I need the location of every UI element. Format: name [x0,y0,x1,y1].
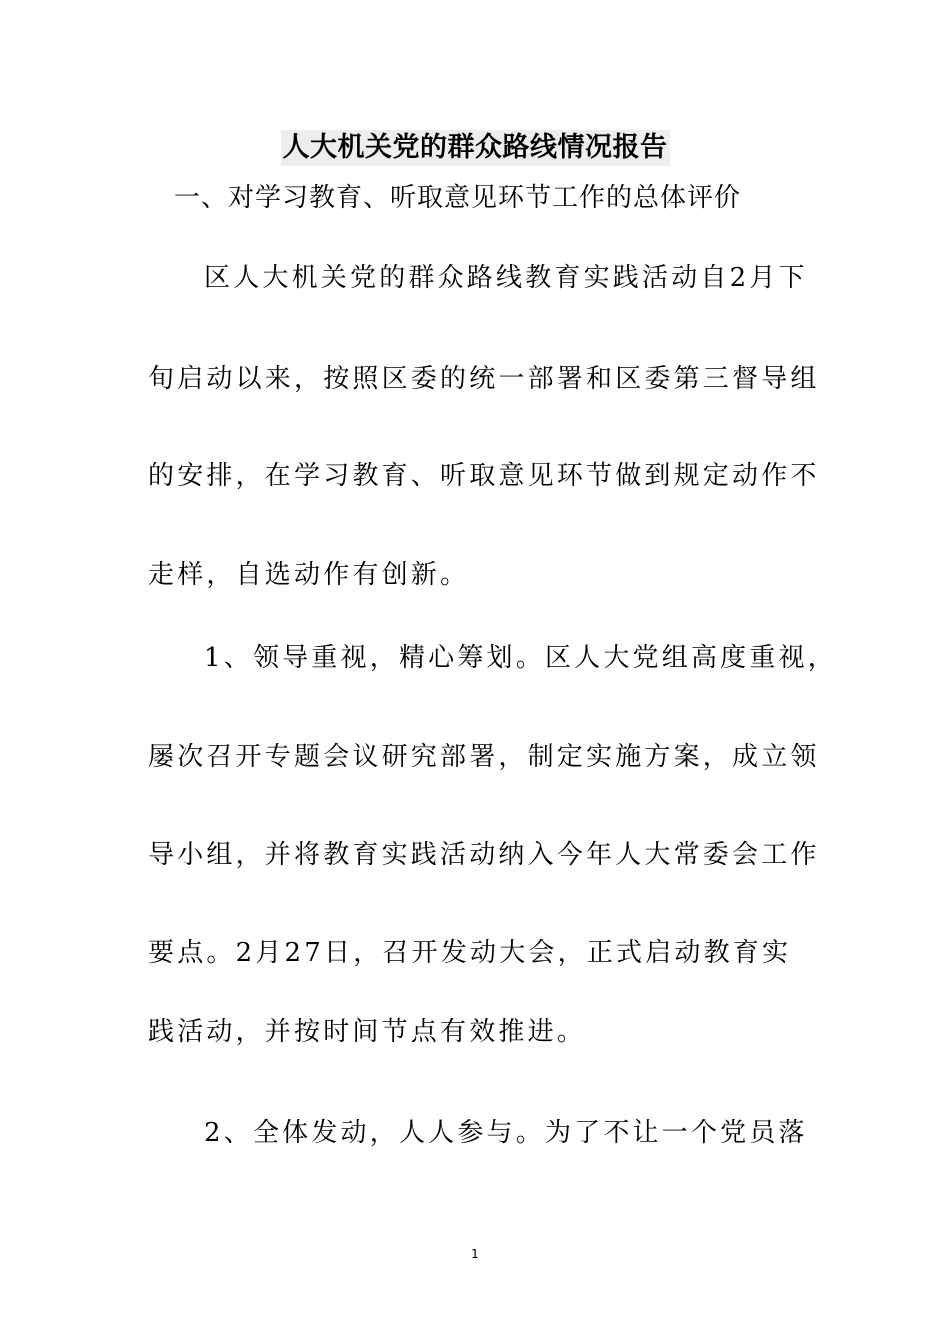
document-title: 人大机关党的群众路线情况报告 [281,130,670,166]
paragraph-line: 区人大机关党的群众路线教育实践活动自2月下 [204,263,808,293]
paragraph-line: 走样，自选动作有创新。 [148,560,470,590]
paragraph-line: 屡次召开专题会议研究部署，制定实施方案，成立领 [148,742,820,772]
paragraph-line: 2、全体发动，人人参与。为了不让一个党员落 [204,1118,808,1148]
paragraph-line: 践活动，并按时间节点有效推进。 [148,1017,587,1047]
paragraph-line: 要点。2月27日，召开发动大会，正式启动教育实 [148,938,792,968]
title-container [0,130,950,166]
paragraph-line: 导小组，并将教育实践活动纳入今年人大常委会工作 [148,840,820,870]
paragraph-line: 的安排，在学习教育、听取意见环节做到规定动作不 [148,461,820,491]
page-number: 1 [471,1247,479,1261]
paragraph-line: 旬启动以来，按照区委的统一部署和区委第三督导组 [148,364,820,394]
paragraph-line: 1、领导重视，精心筹划。区人大党组高度重视， [204,643,837,673]
section-heading: 一、对学习教育、听取意见环节工作的总体评价 [174,183,742,213]
